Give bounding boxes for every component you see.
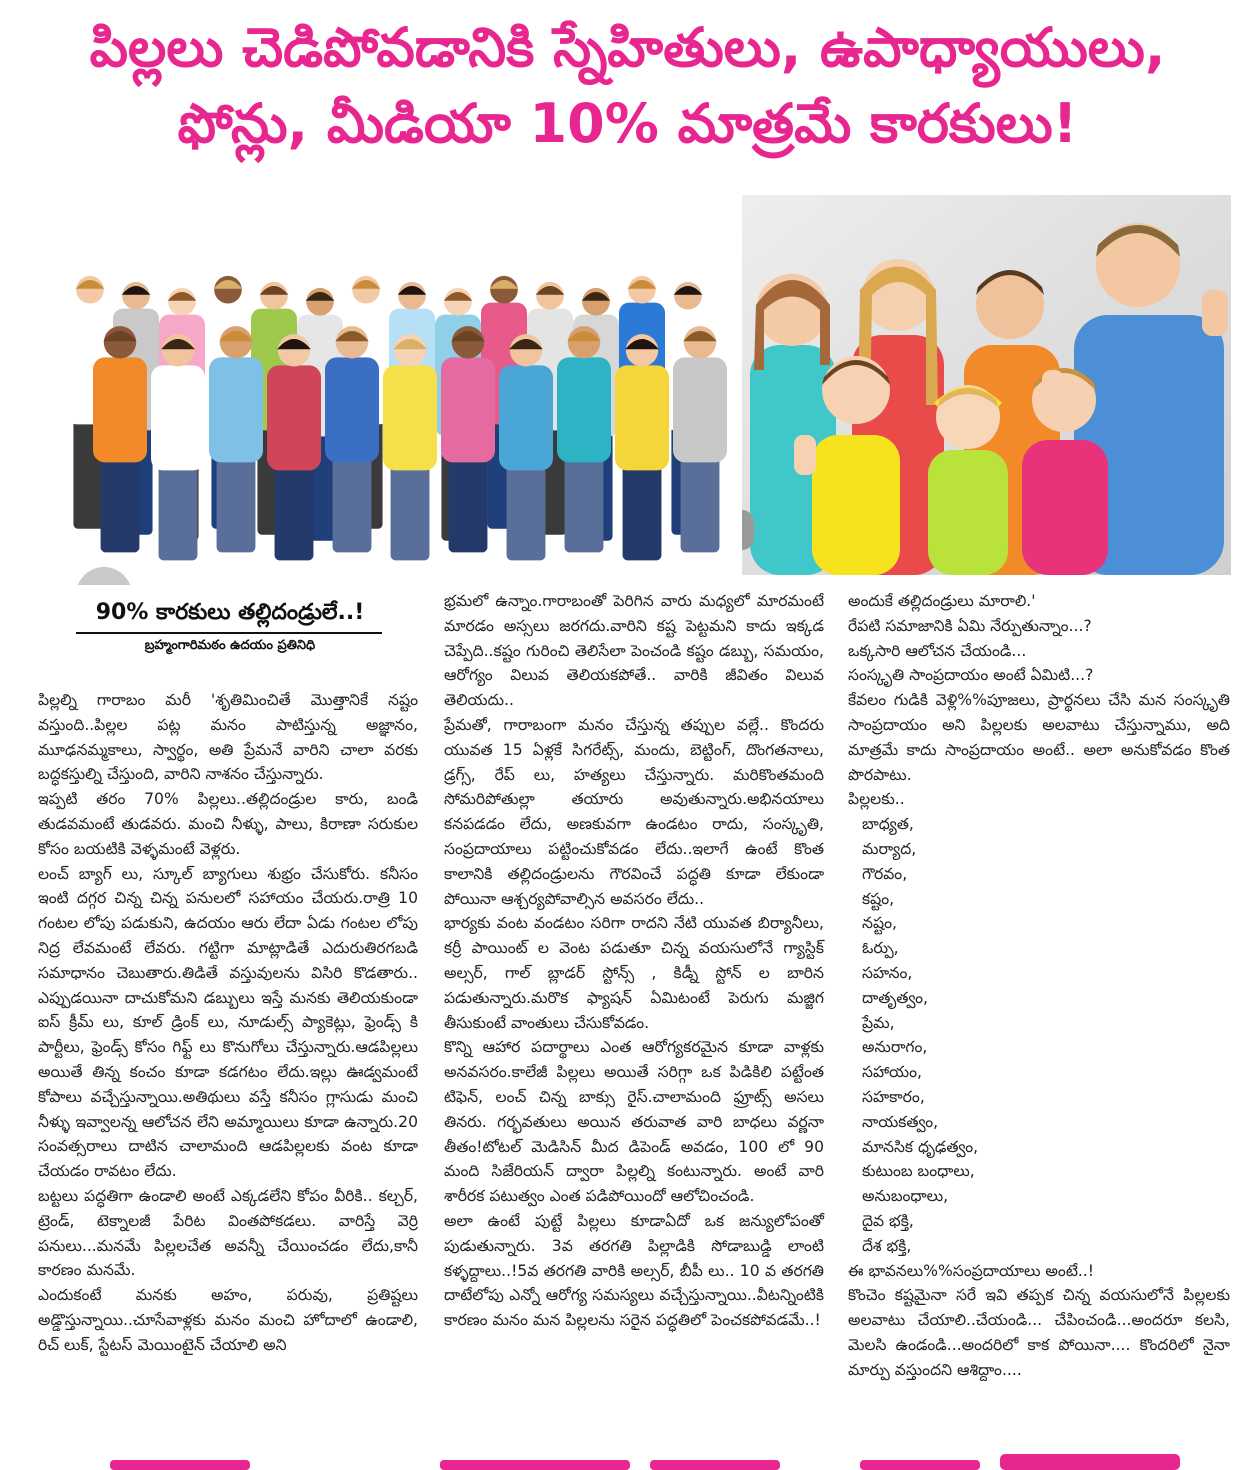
next-headline-cutoff bbox=[0, 1452, 1255, 1470]
children-group-illustration bbox=[40, 255, 740, 585]
paragraph: ఎందుకంటే మనకు అహం, పరువు, ప్రతిష్టలు అడ్డొస్తున్నాయి..చూసేవాళ్లకు మనం మంచి హోదాలో ఉండాలి, రిచ్ లుక్, స్టేటస్ మెయింటైన్ చేయాలి అని bbox=[38, 1286, 418, 1354]
paragraph: కొన్ని ఆహార పదార్థాలు ఎంత ఆరోగ్యకరమైన కూడా వాళ్లకు అనవసరం.కాలేజీ పిల్లలు అయితే సరిగ్గా ఒక పిడికిలి పట్టేంత టిఫెన్, లంచ్ చిన్న బాక్సు రైస్.చాలామంది ఫ్రూట్స్ అసలు తినరు. గర్భవతులు అయిన తరువాత వారి బాధలు వర్ణనా తీతం!టోటల్ మెడిసిన్ మీద డిపెండ్ అవడం, 100 లో 90 మంది సిజేరియన్ ద్వారా పిల్లల్ని కంటున్నారు. అంటే వారి శారీరక పటుత్వం ఎంత పడిపోయిందో ఆలోచించండి. bbox=[444, 1038, 824, 1206]
paragraph: రేపటి సమాజానికి ఏమి నేర్పుతున్నాం...? bbox=[848, 616, 1092, 635]
paragraph: పిల్లల్ని గారాబం మరీ 'శృతిమించితే మొత్తానికే నష్టం వస్తుంది..పిల్లల పట్ల మనం పాటిస్తున్న అజ్ఞానం, మూఢనమ్మకాలు, స్వార్థం, అతి ప్రేమనే వారిని చాలా వరకు బద్ధకస్తుల్ని చేస్తుంది, వారిని నాశనం చేస్తున్నారు. bbox=[38, 691, 418, 784]
sub-heading-underline bbox=[76, 632, 382, 634]
value-list-item: సహనం, bbox=[862, 963, 913, 982]
article-column-2 bbox=[444, 589, 824, 1333]
paragraph: ఇప్పటి తరం 70% పిల్లలు..తల్లిదండ్రుల కారు, బండి తుడవమంటే తుడవరు. మంచి నీళ్ళు, పాలు, కిరాణా సరుకుల కోసం బయటికి వెళ్ళమంటే వెళ్లరు. bbox=[38, 790, 418, 858]
value-list-item: ప్రేమ, bbox=[862, 1013, 895, 1032]
scan-artifact-right bbox=[742, 510, 754, 550]
article-column-3 bbox=[848, 589, 1230, 1383]
headline-line-2: ఫోన్లు, మీడియా 10% మాత్రమే కారకులు! bbox=[177, 92, 1078, 155]
value-list-item: అనుబంధాలు, bbox=[862, 1187, 949, 1206]
byline: బ్రహ్మంగారిమఠం ఉదయం ప్రతినిధి bbox=[144, 638, 316, 653]
value-list-item: మానసిక ధృఢత్వం, bbox=[862, 1137, 979, 1156]
paragraph: లంచ్ బ్యాగ్ లు, స్కూల్ బ్యాగులు శుభ్రం చేసుకోరు. కనీసం ఇంటి దగ్గర చిన్న చిన్న పనులలో సహాయం చేయరు.రాత్రి 10 గంటల లోపు పడుకుని, ఉదయం ఆరు లేదా ఏడు గంటల లోపు నిద్ర లేవమంటే లేవరు. గట్టిగా మాట్లాడితే ఎదురుతిరగబడి సమాధానం చెబుతారు.తిడితే వస్తువులను విసిరి కొడతారు.. ఎప్పుడయినా దాచుకోమని డబ్బులు ఇస్తే మనకు తెలియకుండా ఐస్ క్రీమ్ లు, కూల్ డ్రింక్ లు, నూడుల్స్ ప్యాకెట్లు, ఫ్రెండ్స్ కి పార్టీలు, ఫ్రెండ్స్ కోసం గిఫ్ట్ లు కొనుగోలు చేస్తున్నారు.ఆడపిల్లలు అయితే తిన్న కంచం కూడా కడగటం లేదు.ఇల్లు ఊడ్వమంటే కోపాలు వచ్చేస్తున్నాయి.అతిథులు వస్తే కనీసం గ్లాసుడు మంచి నీళ్ళు ఇవ్వాలన్న ఆలోచన లేని అమ్మాయిలు కూడా ఉన్నారు.20 సంవత్సరాలు దాటిన చాలామంది ఆడపిల్లలకు వంట కూడా చేయడం రావటం లేదు. bbox=[38, 864, 418, 1181]
value-list-item: సహాయం, bbox=[862, 1063, 922, 1082]
thumbs-up-children-illustration bbox=[742, 195, 1231, 575]
value-list-item: బాధ్యత, bbox=[862, 815, 914, 834]
value-list-item: నష్టం, bbox=[862, 914, 897, 933]
value-list-item: మర్యాద, bbox=[862, 839, 917, 858]
value-list-item: అనురాగం, bbox=[862, 1038, 928, 1057]
paragraph: ఈ భావనలు%%సంప్రదాయాలు అంటే..! bbox=[848, 1261, 1095, 1280]
thumbs-up-children-photo bbox=[742, 195, 1231, 575]
paragraph: పిల్లలకు.. bbox=[848, 790, 905, 809]
value-list-item: సహకారం, bbox=[862, 1087, 925, 1106]
value-list-item: కుటుంబ బంధాలు, bbox=[862, 1162, 975, 1181]
sub-heading: 90% కారకులు తల్లిదండ్రులే..! bbox=[95, 600, 365, 625]
values-list bbox=[848, 812, 1230, 1258]
article-column-1 bbox=[38, 688, 418, 1358]
paragraph: కేవలం గుడికి వెళ్లి%%పూజలు, ప్రార్థనలు చేసి మన సంస్కృతి సాంప్రదాయం అని పిల్లలకు అలవాటు చేస్తున్నాము, అది మాత్రమే కాదు సాంప్రదాయం అంటే.. అలా అనుకోవడం కొంత పొరపాటు. bbox=[848, 691, 1230, 784]
paragraph: ఒక్కసారి ఆలోచన చేయండి... bbox=[848, 641, 1027, 660]
paragraph: బట్టలు పద్ధతిగా ఉండాలి అంటే ఎక్కడలేని కోపం వీరికి.. కల్చర్, ట్రెండ్, టెక్నాలజీ పేరిట వింతపోకడలు. వారిస్తే వెర్రి పనులు...మనమే పిల్లలచేత అవన్నీ చేయించడం లేదు,కానీ కారణం మనమే. bbox=[38, 1186, 418, 1280]
paragraph: కొంచెం కష్టమైనా సరే ఇవి తప్పక చిన్న వయసులోనే పిల్లలకు అలవాటు చేయాలి..చేయండి... చేపించండి...అందరూ కలసి, మెలసి ఉండండి...అందరిలో కాక పోయినా.... కొందరిలో నైనా మార్పు వస్తుందని ఆశిద్దాం.... bbox=[848, 1286, 1230, 1379]
value-list-item: దేశ భక్తి, bbox=[862, 1236, 912, 1255]
paragraph: భార్యకు వంట వండటం సరిగా రాదని నేటి యువత బిర్యానీలు, కర్రీ పాయింట్ ల వెంట పడుతూ చిన్న వయసులోనే గ్యాస్టిక్ అల్సర్, గాల్ బ్లాడర్ స్టోన్స్ , కిడ్నీ స్టోన్ ల బారిన పడుతున్నారు.మరొక ఫ్యాషన్ ఏమిటంటే పెరుగు మజ్జిగ తీసుకుంటే వాంతులు చేసుకోవడం. bbox=[444, 914, 824, 1032]
paragraph: భ్రమలో ఉన్నాం.గారాబంతో పెరిగిన వారు మధ్యలో మారమంటే మారడం అస్సలు జరగదు.వారిని కష్ట పెట్టమని కాదు ఇక్కడ చెప్పేది..కష్టం గురించి తెలిసేలా పెంచండి కష్టం డబ్బు, సమయం, ఆరోగ్యం విలువ తెలియకపోతే.. వారికి జీవితం విలువ తెలియదు.. bbox=[444, 592, 824, 710]
value-list-item: దైవ భక్తి, bbox=[862, 1211, 914, 1230]
children-group-photo bbox=[40, 255, 740, 585]
value-list-item: కష్టం, bbox=[862, 889, 895, 908]
paragraph: ప్రేమతో, గారాబంగా మనం చేస్తున్న తప్పుల వల్లే.. కొందరు యువత 15 ఏళ్లకే సిగరేట్స్, మందు, బెట్టింగ్, దొంగతనాలు, డ్రగ్స్, రేప్ లు, హత్యలు చేస్తున్నారు. మరికొంతమంది సోమరిపోతుల్లా తయారు అవుతున్నారు.అభినయాలు కనపడడం లేదు, అణకువగా ఉండటం రాదు, సంస్కృతి, సంప్రదాయాలు పట్టించుకోవడం లేదు..ఇలాగే ఉంటే కొంత కాలానికి తల్లిదండ్రులను గౌరవించే పద్ధతి కూడా లేకుండా పోయినా ఆశ్చర్యపోవాల్సిన అవసరం లేదు.. bbox=[444, 715, 824, 908]
value-list-item: గౌరవం, bbox=[862, 864, 908, 883]
value-list-item: ఓర్పు, bbox=[862, 939, 899, 958]
paragraph: అలా ఉంటే పుట్టే పిల్లలు కూడాఏదో ఒక జన్యులోపంతో పుడుతున్నారు. 3వ తరగతి పిల్లాడికి సోడాబుడ్డి లాంటి కళ్ళద్దాలు..!5వ తరగతి వారికి అల్సర్, బీపీ లు.. 10 వ తరగతి దాటేలోపు ఎన్నో ఆరోగ్య సమస్యలు వచ్చేస్తున్నాయి..వీటన్నింటికి కారణం మనం మన పిల్లలను సరైన పద్ధతిలో పెంచకపోవడమే..! bbox=[444, 1211, 824, 1330]
headline-line-1: పిల్లలు చెడిపోవడానికి స్నేహితులు, ఉపాధ్యాయులు, bbox=[89, 16, 1166, 79]
paragraph: సంస్కృతి సాంప్రదాయం అంటే ఏమిటి...? bbox=[848, 666, 1094, 685]
value-list-item: నాయకత్వం, bbox=[862, 1112, 939, 1131]
paragraph: అందుకే తల్లిదండ్రులు మారాలి.' bbox=[848, 592, 1036, 610]
value-list-item: దాతృత్వం, bbox=[862, 988, 928, 1007]
